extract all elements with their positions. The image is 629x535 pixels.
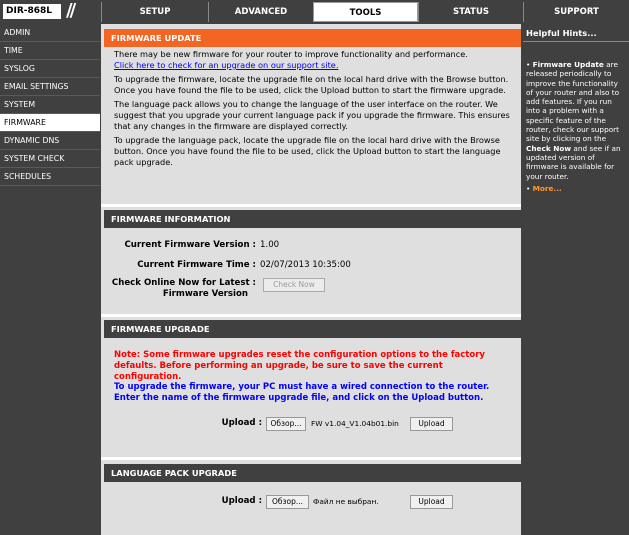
intro-text: There may be new firmware for your router to improve functionality and performance. Click here to check for an upgrade on our support site. xyxy=(114,49,511,71)
divider xyxy=(101,204,521,207)
check-now-button[interactable]: Check Now xyxy=(263,278,325,292)
sidebar-item-system[interactable]: SYSTEM xyxy=(0,96,100,114)
firmware-time-label: Current Firmware Time : xyxy=(137,260,256,270)
wired-connection-instructions: To upgrade the firmware, your PC must have a wired connection to the router. Enter the name of the firmware upgrade file, and click on the Upload button. xyxy=(114,382,490,403)
helpful-hints-panel xyxy=(523,24,629,535)
sidebar-item-time[interactable]: TIME xyxy=(0,42,100,60)
sidebar-item-dynamic-dns[interactable]: DYNAMIC DNS xyxy=(0,132,100,150)
check-online-label: Check Online Now for Latest : xyxy=(111,278,256,288)
language-pack-upgrade-section xyxy=(104,464,521,535)
firmware-time-value: 02/07/2013 10:35:00 xyxy=(260,260,351,270)
upload-button[interactable]: Upload xyxy=(410,417,453,431)
browse-button[interactable]: Обзор... xyxy=(266,417,306,431)
reset-warning-note: Note: Some firmware upgrades reset the configuration options to the factory defaults. Before performing an upgrade, be sure to save the current configuration. xyxy=(114,350,485,382)
firmware-update-section xyxy=(104,29,521,229)
tab-support[interactable]: SUPPORT xyxy=(523,2,629,22)
top-navigation-bar xyxy=(0,0,629,24)
tab-setup[interactable]: SETUP xyxy=(101,2,208,22)
upload-label: Upload : xyxy=(221,418,262,428)
divider xyxy=(101,314,521,317)
section-title: FIRMWARE INFORMATION xyxy=(104,210,521,228)
brand-slash-icon: // xyxy=(66,0,74,21)
sidebar-item-email-settings[interactable]: EMAIL SETTINGS xyxy=(0,78,100,96)
sidebar-item-system-check[interactable]: SYSTEM CHECK xyxy=(0,150,100,168)
divider xyxy=(101,457,521,460)
section-title: FIRMWARE UPGRADE xyxy=(104,320,521,338)
section-title: FIRMWARE UPDATE xyxy=(104,29,521,47)
sidebar-item-firmware[interactable]: FIRMWARE xyxy=(0,114,100,132)
browse-button[interactable]: Обзор... xyxy=(266,495,309,509)
tab-status[interactable]: STATUS xyxy=(418,2,523,22)
sidebar-item-syslog[interactable]: SYSLOG xyxy=(0,60,100,78)
firmware-instructions: To upgrade the firmware, locate the upgrade file on the local hard drive with the Browse button. Once you have found the file to be used, click the Upload button to start the firmware upgrade. xyxy=(114,74,509,95)
sidebar-item-schedules[interactable]: SCHEDULES xyxy=(0,168,100,186)
selected-file-name: FW v1.04_V1.04b01.bin xyxy=(311,419,399,428)
upload-button[interactable]: Upload xyxy=(410,495,453,509)
bullet-icon: • xyxy=(526,183,531,193)
selected-file-name: Файл не выбран. xyxy=(313,497,379,506)
more-link[interactable]: • More... xyxy=(526,183,562,193)
support-site-link[interactable]: Click here to check for an upgrade on our support site. xyxy=(114,60,339,70)
section-title: LANGUAGE PACK UPGRADE xyxy=(104,464,521,482)
main-content xyxy=(101,24,521,535)
firmware-upgrade-section xyxy=(104,320,521,452)
language-pack-info: The language pack allows you to change the language of the user interface on the router. We suggest that you upgrade your current language pack if you upgrade the firmware. This ensures that any changes in the firmware are displayed correctly. xyxy=(114,99,510,131)
version-value: 1.00 xyxy=(260,240,280,250)
hint-text: • Firmware Update are released periodically to improve the functionality of your router and also to add features. If you run into a problem with a specific feature of the router, check our support site by clicking on the Check Now and see if an updated version of firmware is available for your router. xyxy=(526,60,621,181)
version-label: Current Firmware Version : xyxy=(124,240,256,250)
tab-tools[interactable]: TOOLS xyxy=(313,2,418,22)
sidebar-item-admin[interactable]: ADMIN xyxy=(0,24,100,42)
check-online-label-2: Firmware Version xyxy=(162,289,248,299)
hints-title: Helpful Hints... xyxy=(523,24,629,42)
tab-advanced[interactable]: ADVANCED xyxy=(208,2,313,22)
upload-label: Upload : xyxy=(221,496,262,506)
model-label: DIR-868L xyxy=(3,4,61,19)
bullet-icon: • xyxy=(526,60,531,69)
sidebar xyxy=(0,24,100,186)
language-pack-instructions: To upgrade the language pack, locate the upgrade file on the local hard drive with the Browse button. Once you have found the file to be used, click the Upload button to start the language pack upgrade. xyxy=(114,135,501,167)
